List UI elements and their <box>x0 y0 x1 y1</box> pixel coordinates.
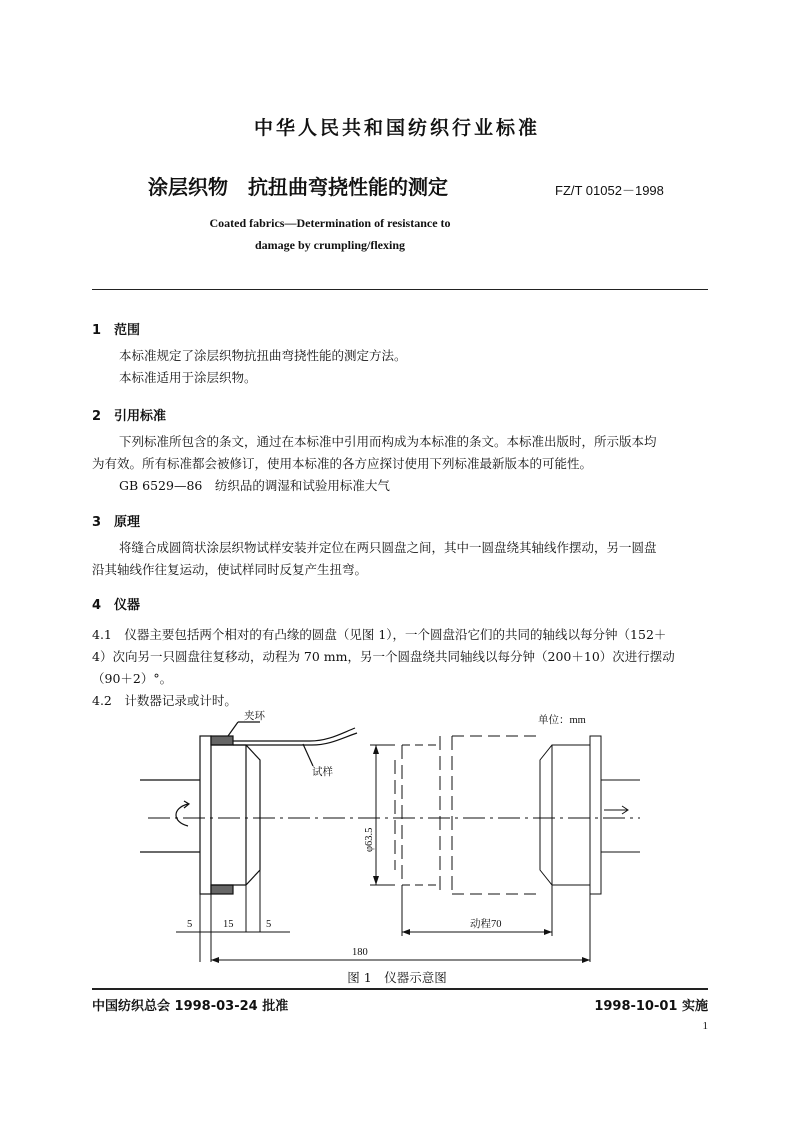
effective-date: 1998-10-01 实施 <box>594 999 708 1014</box>
section-2-body <box>92 431 710 497</box>
section-3-para-line-1: 将缝合成圆筒状涂层织物试样安装并定位在两只圆盘之间，其中一圆盘绕其轴线作摆动，另一圆盘 <box>119 540 657 555</box>
document-title-cn: 涂层织物 抗扭曲弯挠性能的测定 <box>148 175 448 199</box>
clamp-ring-top <box>211 736 233 745</box>
dim-label-15: 15 <box>223 919 234 930</box>
left-disc <box>211 745 260 885</box>
dim-label-stroke: 动程70 <box>470 919 502 930</box>
section-4-body <box>92 624 710 712</box>
label-diameter: φ63.5 <box>364 827 375 852</box>
approval-date: 中国纺织总会 1998-03-24 批准 <box>92 999 289 1014</box>
section-1-para-1: 本标准规定了涂层织物抗扭曲弯挠性能的测定方法。 <box>119 348 407 363</box>
dim-label-5a: 5 <box>187 919 193 930</box>
clamp-ring-bottom <box>211 885 233 894</box>
right-flange-plate <box>590 736 601 894</box>
clause-4-1-line-2: 4）次向另一只圆盘往复移动，动程为 70 mm，另一个圆盘绕共同轴线以每分钟（200＋10）次进行摆动 <box>92 649 675 664</box>
diameter-arrow-bottom <box>373 876 379 885</box>
section-1-para-2: 本标准适用于涂层织物。 <box>119 370 257 385</box>
section-3-heading: 3 原理 <box>92 515 141 530</box>
dim-label-5b: 5 <box>266 919 272 930</box>
section-3-para-line-2: 沿其轴线作往复运动，使试样同时反复产生扭弯。 <box>92 562 368 577</box>
section-2-para-line-2: 为有效。所有标准都会被修订，使用本标准的各方应探讨使用下列标准最新版本的可能性。 <box>92 456 593 471</box>
ministry-header: 中华人民共和国纺织行业标准 <box>253 117 540 139</box>
clause-4-2: 4.2 计数器记录或计时。 <box>92 693 237 708</box>
right-disc <box>540 745 590 885</box>
document-title-en <box>120 212 540 256</box>
label-clamp-ring: 夹环 <box>244 711 265 722</box>
title-en-line-1: Coated fabrics—Determination of resistance to <box>209 216 451 230</box>
label-specimen: 试样 <box>312 767 333 778</box>
section-4-heading: 4 仪器 <box>92 598 141 613</box>
stroke-arrow-right <box>544 929 552 935</box>
stroke-arrow-left <box>402 929 410 935</box>
specimen <box>233 728 355 741</box>
dim180-arrow-left <box>211 957 219 963</box>
title-en-line-2: damage by crumpling/flexing <box>254 238 405 252</box>
clause-4-1-line-3: （90＋2）°。 <box>92 671 173 686</box>
figure-caption: 图 1 仪器示意图 <box>347 970 447 985</box>
left-flange-plate <box>200 736 211 894</box>
section-2-para-line-1: 下列标准所包含的条文，通过在本标准中引用而构成为本标准的条文。本标准出版时，所示版本均 <box>119 434 657 449</box>
section-1-heading: 1 范围 <box>92 323 141 338</box>
standard-code: FZ/T 01052－1998 <box>555 183 664 198</box>
section-3-body <box>92 537 710 581</box>
section-2-heading: 2 引用标准 <box>92 409 167 424</box>
page-number: 1 <box>702 1020 708 1032</box>
clamp-leader-line <box>228 722 238 736</box>
label-unit: 单位：mm <box>538 715 586 726</box>
rotation-arrow-icon <box>176 804 188 826</box>
section-1-body <box>92 345 710 389</box>
dim180-arrow-right <box>582 957 590 963</box>
footer-rule <box>92 988 708 990</box>
diameter-arrow-top <box>373 745 379 754</box>
clause-4-1-line-1: 4.1 仪器主要包括两个相对的有凸缘的圆盘（见图 1），一个圆盘沿它们的共同的轴线以每分钟（152＋ <box>92 627 667 642</box>
header-rule <box>92 289 708 290</box>
section-2-reference: GB 6529—86 纺织品的调湿和试验用标准大气 <box>119 478 390 493</box>
dim-label-180: 180 <box>352 947 368 958</box>
specimen-leader-line <box>303 744 313 766</box>
apparatus-diagram <box>0 700 794 970</box>
